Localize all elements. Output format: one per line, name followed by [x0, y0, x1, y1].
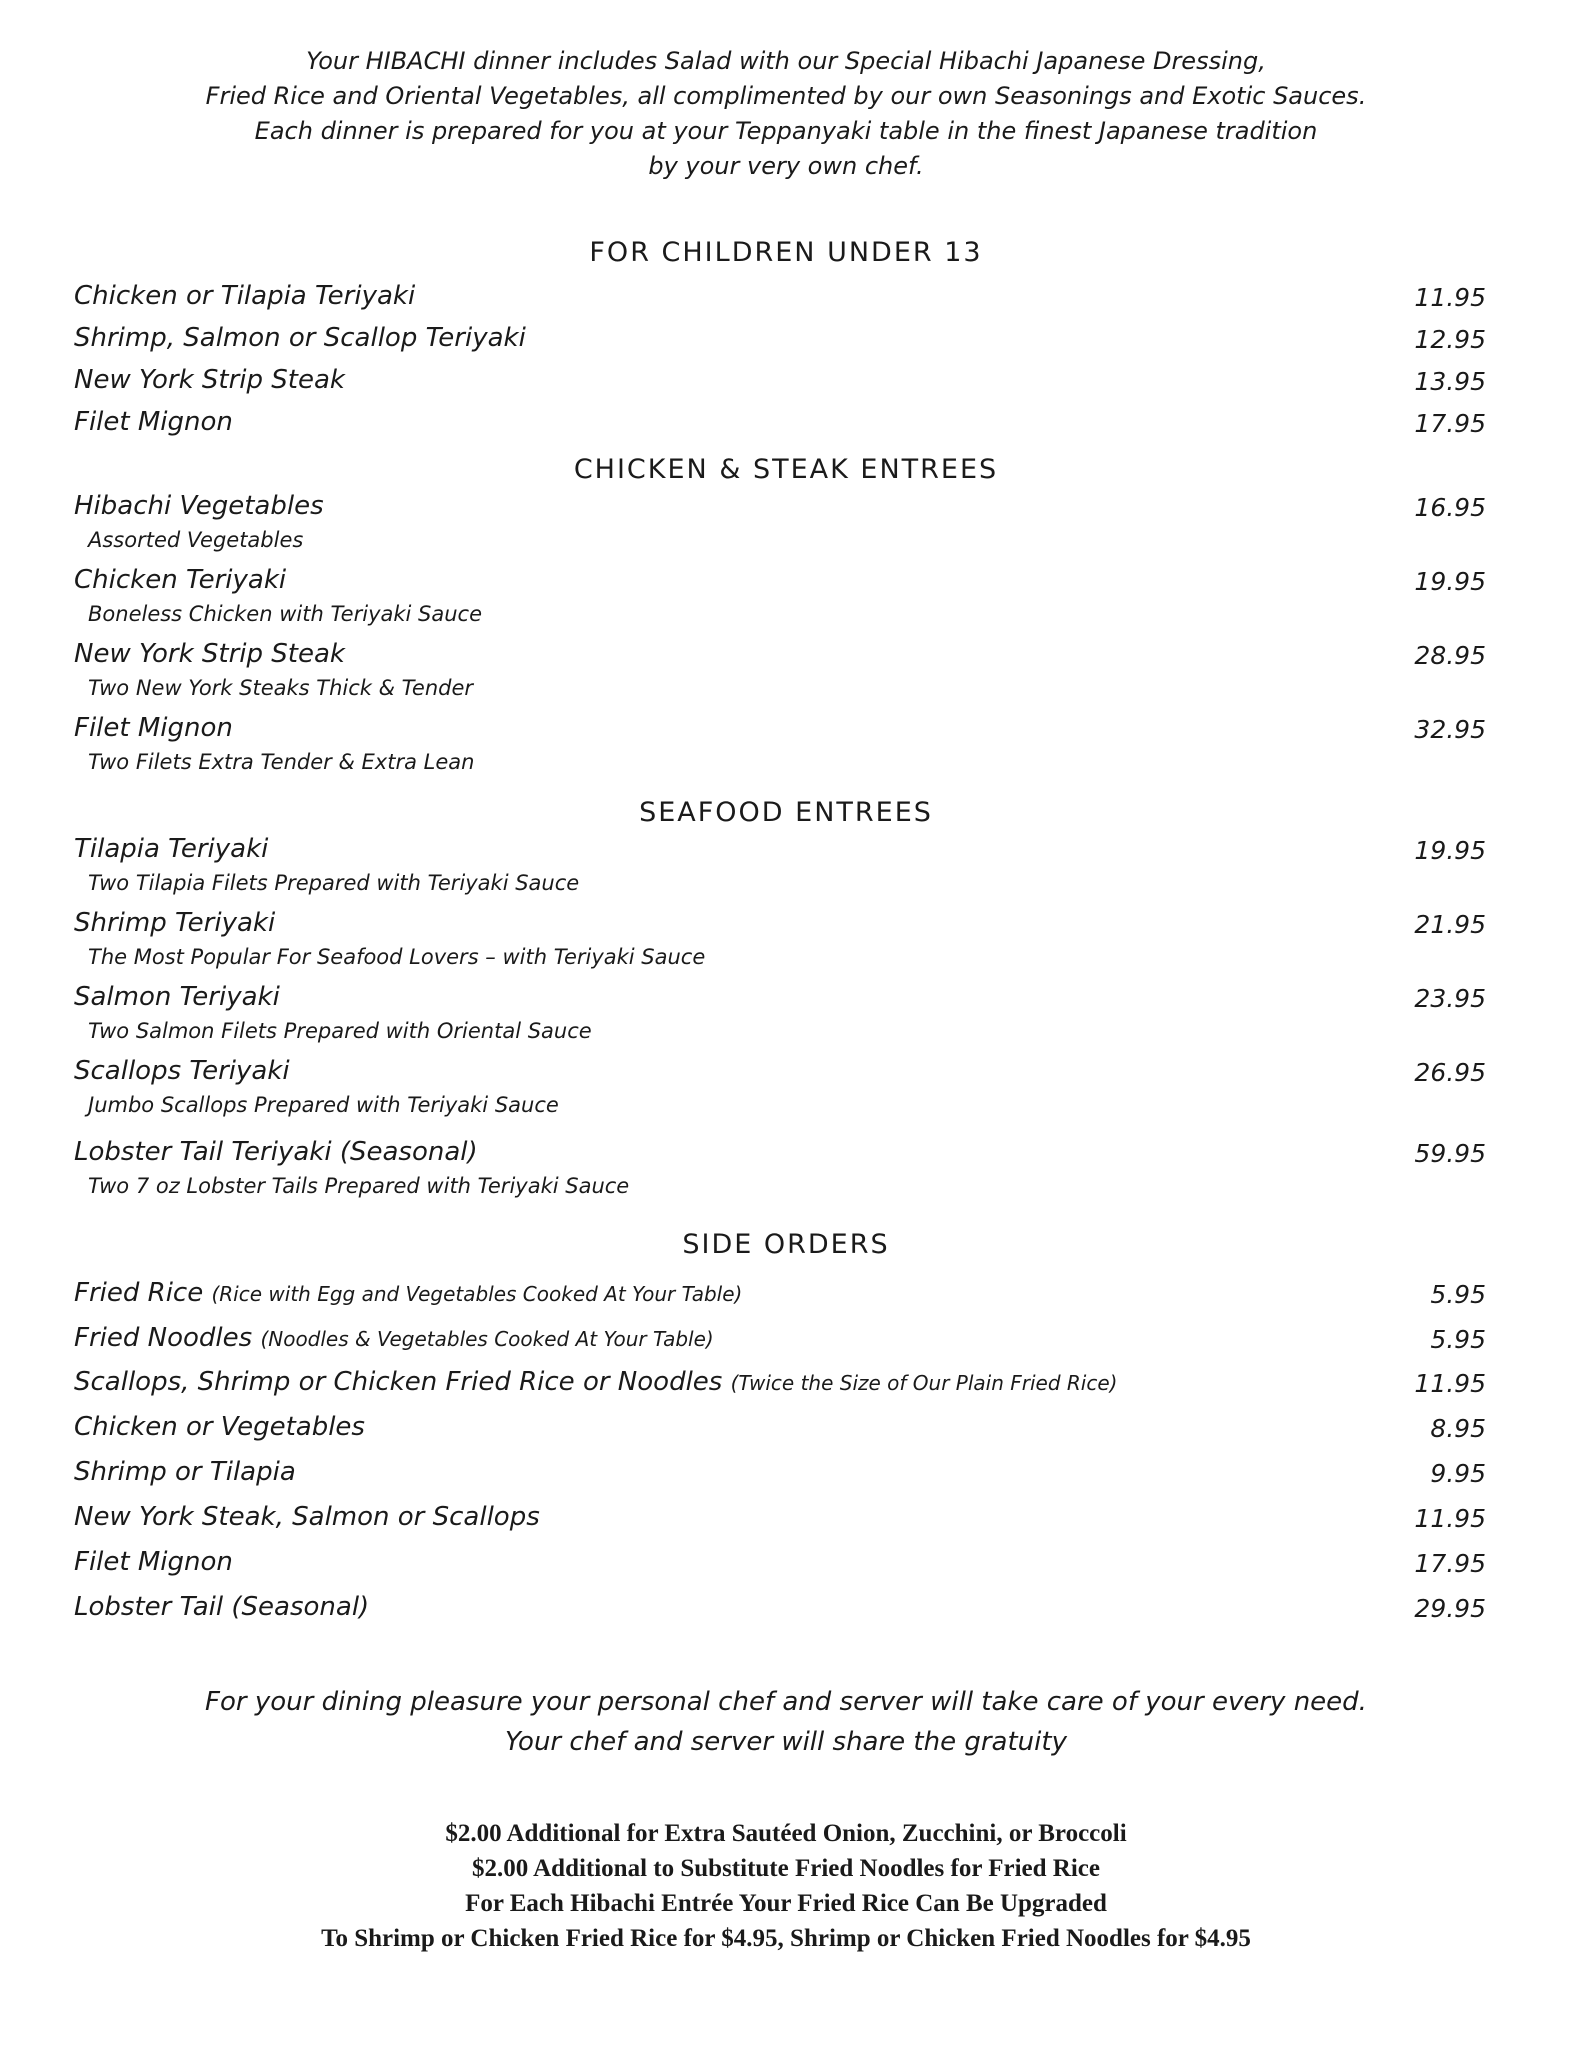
service-note: [0, 1682, 1572, 1762]
item-price: 21.95: [1414, 910, 1486, 939]
item-name: New York Steak, Salmon or Scallops: [74, 1502, 540, 1532]
item-price: 12.95: [1414, 325, 1486, 354]
menu-item: [74, 281, 1486, 315]
item-price: 16.95: [1414, 493, 1486, 522]
item-name: Lobster Tail (Seasonal): [74, 1592, 370, 1622]
menu-item: [74, 1056, 1486, 1117]
item-note: (Twice the Size of Our Plain Fried Rice): [730, 1371, 1118, 1395]
menu-item: [74, 565, 1486, 626]
menu-item: [74, 1592, 1486, 1626]
item-price: 5.95: [1430, 1280, 1486, 1309]
item-price: 19.95: [1414, 836, 1486, 865]
item-name: Shrimp or Tilapia: [74, 1457, 296, 1487]
item-description: The Most Popular For Seafood Lovers – with Teriyaki Sauce: [88, 945, 706, 969]
item-description: Jumbo Scallops Prepared with Teriyaki Sauce: [88, 1093, 559, 1117]
item-name: New York Strip Steak: [74, 639, 345, 669]
item-name: Chicken Teriyaki: [74, 565, 287, 595]
item-name: New York Strip Steak: [74, 365, 345, 395]
item-price: 32.95: [1414, 715, 1486, 744]
item-name: [74, 1278, 742, 1308]
item-price: 11.95: [1414, 1504, 1486, 1533]
item-name-text: Fried Noodles: [74, 1323, 253, 1353]
item-name-text: Fried Rice: [74, 1278, 204, 1308]
item-price: 17.95: [1414, 1549, 1486, 1578]
item-name: [74, 1367, 1117, 1397]
intro-line: Each dinner is prepared for you at your Teppanyaki table in the finest Japanese tradition: [254, 117, 1318, 145]
item-price: 19.95: [1414, 567, 1486, 596]
menu-item: [74, 713, 1486, 774]
item-description: Boneless Chicken with Teriyaki Sauce: [88, 602, 483, 626]
item-name: Hibachi Vegetables: [74, 491, 324, 521]
item-price: 29.95: [1414, 1594, 1486, 1623]
item-description: Two Tilapia Filets Prepared with Teriyaki Sauce: [88, 871, 580, 895]
menu-item: [74, 1412, 1486, 1446]
extras-line: $2.00 Additional to Substitute Fried Noodles for Fried Rice: [471, 1855, 1100, 1882]
menu-item: [74, 1323, 1486, 1357]
item-price: 5.95: [1430, 1325, 1486, 1354]
item-note: (Noodles & Vegetables Cooked At Your Table): [260, 1327, 714, 1351]
intro-line: Fried Rice and Oriental Vegetables, all complimented by our own Seasonings and Exotic Sauces.: [205, 82, 1367, 110]
menu-item: [74, 639, 1486, 700]
menu-item: [74, 982, 1486, 1043]
menu-item: [74, 1457, 1486, 1491]
section-title-chicken-steak: CHICKEN & STEAK ENTREES: [573, 454, 999, 485]
intro-line: Your HIBACHI dinner includes Salad with our Special Hibachi Japanese Dressing,: [306, 47, 1266, 75]
item-name: [74, 1323, 714, 1353]
item-name: Filet Mignon: [74, 407, 233, 437]
section-title-sides: SIDE ORDERS: [682, 1229, 890, 1260]
item-name: Tilapia Teriyaki: [74, 834, 269, 864]
item-name: Lobster Tail Teriyaki (Seasonal): [74, 1137, 478, 1167]
extras-line: For Each Hibachi Entrée Your Fried Rice Can Be Upgraded: [465, 1890, 1107, 1917]
item-price: 11.95: [1414, 1369, 1486, 1398]
menu-item: [74, 834, 1486, 895]
menu-item: [74, 491, 1486, 552]
item-name: Scallops Teriyaki: [74, 1056, 290, 1086]
extras-info: [0, 1816, 1572, 1956]
section-title-seafood: SEAFOOD ENTREES: [639, 797, 933, 828]
extras-line: To Shrimp or Chicken Fried Rice for $4.95, Shrimp or Chicken Fried Noodles for $4.95: [321, 1925, 1251, 1952]
intro-line: by your very own chef.: [648, 152, 924, 180]
item-name: Filet Mignon: [74, 713, 233, 743]
item-price: 59.95: [1414, 1139, 1486, 1168]
service-note-line: For your dining pleasure your personal chef and server will take care of your every need.: [205, 1687, 1367, 1717]
menu-item: [74, 1137, 1486, 1198]
section-title-children: FOR CHILDREN UNDER 13: [589, 237, 983, 268]
item-description: Two New York Steaks Thick & Tender: [88, 676, 474, 700]
service-note-line: Your chef and server will share the gratuity: [505, 1727, 1067, 1757]
menu-item: [74, 1278, 1486, 1312]
item-name: Chicken or Vegetables: [74, 1412, 365, 1442]
item-price: 23.95: [1414, 984, 1486, 1013]
item-name: Shrimp, Salmon or Scallop Teriyaki: [74, 323, 526, 353]
item-name: Filet Mignon: [74, 1547, 233, 1577]
item-name-text: Scallops, Shrimp or Chicken Fried Rice or Noodles: [74, 1367, 723, 1397]
item-price: 8.95: [1430, 1414, 1486, 1443]
menu-item: [74, 908, 1486, 969]
item-description: Two 7 oz Lobster Tails Prepared with Teriyaki Sauce: [88, 1174, 630, 1198]
item-name: Chicken or Tilapia Teriyaki: [74, 281, 416, 311]
item-price: 13.95: [1414, 367, 1486, 396]
menu-item: [74, 1502, 1486, 1536]
item-price: 26.95: [1414, 1058, 1486, 1087]
item-description: Two Salmon Filets Prepared with Oriental Sauce: [88, 1019, 592, 1043]
item-name: Salmon Teriyaki: [74, 982, 280, 1012]
item-price: 9.95: [1430, 1459, 1486, 1488]
menu-item: [74, 407, 1486, 441]
item-price: 17.95: [1414, 409, 1486, 438]
item-price: 28.95: [1414, 641, 1486, 670]
item-description: Assorted Vegetables: [88, 528, 304, 552]
item-name: Shrimp Teriyaki: [74, 908, 276, 938]
menu-item: [74, 323, 1486, 357]
intro-text: [0, 44, 1572, 184]
item-price: 11.95: [1414, 283, 1486, 312]
menu-item: [74, 1547, 1486, 1581]
extras-line: $2.00 Additional for Extra Sautéed Onion, Zucchini, or Broccoli: [445, 1820, 1127, 1847]
item-note: (Rice with Egg and Vegetables Cooked At Your Table): [211, 1282, 743, 1306]
menu-item: [74, 1367, 1486, 1401]
menu-item: [74, 365, 1486, 399]
item-description: Two Filets Extra Tender & Extra Lean: [88, 750, 475, 774]
